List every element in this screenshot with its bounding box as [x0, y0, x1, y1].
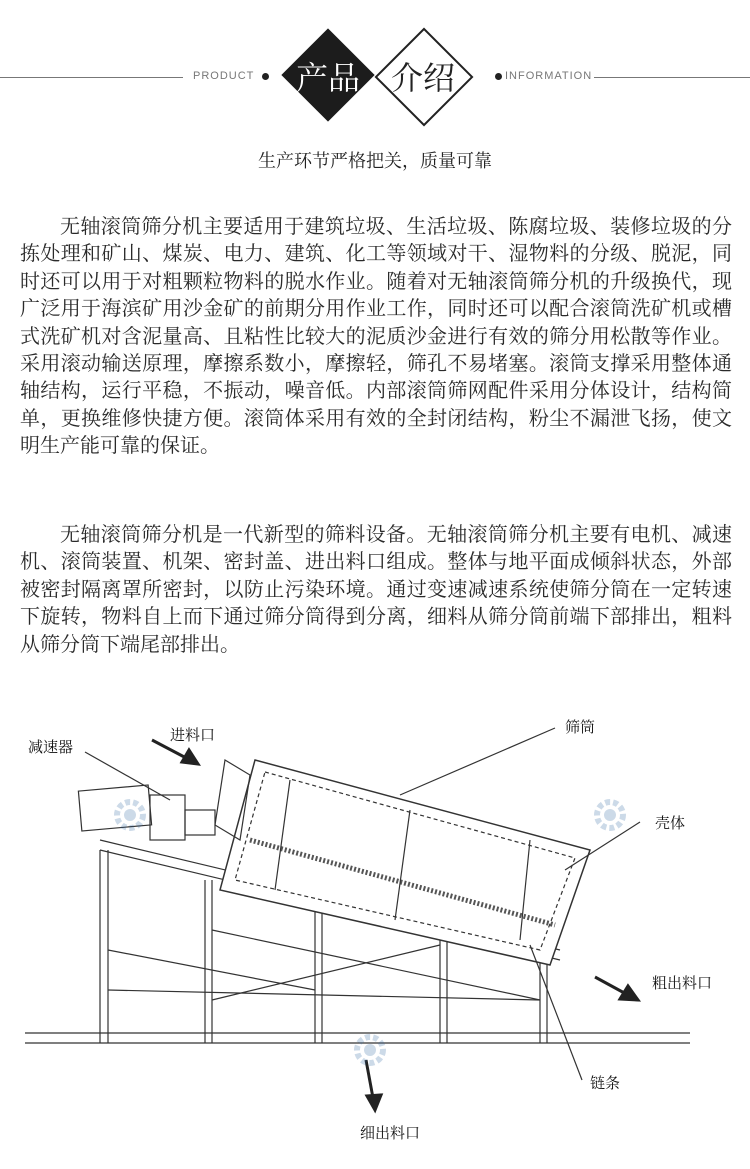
label-reducer: 减速器 [28, 738, 74, 756]
drum-shell [220, 760, 590, 965]
watermark-gear-icon [590, 795, 630, 839]
label-chain: 链条 [590, 1074, 621, 1092]
machine-drawing [0, 700, 750, 1165]
label-coarse-outlet: 粗出料口 [652, 974, 713, 992]
leader-chain [530, 945, 582, 1080]
label-screen-drum: 筛筒 [565, 718, 596, 736]
watermark-gear-icon [350, 1030, 390, 1074]
coarse-arrow-head [620, 986, 638, 1000]
label-shell: 壳体 [655, 814, 686, 832]
fine-arrow-head [367, 1095, 381, 1110]
label-feed-inlet: 进料口 [170, 726, 216, 744]
reducer [150, 795, 185, 840]
header-left-label: PRODUCT [193, 70, 255, 82]
subtitle: 生产环节严格把关，质量可靠 [258, 151, 492, 172]
section-header [0, 0, 750, 150]
title-part1: 产品 [295, 59, 360, 97]
leader-reducer [85, 752, 170, 800]
paragraph-intro: 无轴滚筒筛分机主要适用于建筑垃圾、生活垃圾、陈腐垃圾、装修垃圾的分拣处理和矿山、煤炭、电力、建筑、化工等领域对干、湿物料的分级、脱泥，同时还可以用于对粗颗粒物料的脱水作业。随着对无轴滚筒筛分机的升级换代，现广泛用于海滨矿用沙金矿的前期分用作业工作，同时还可以配合滚筒洗矿机或槽式洗矿机对含泥量高、且粘性比较大的泥质沙金进行有效的筛分用松散等作业。采用滚动输送原理，摩擦系数小，摩擦轻，筛孔不易堵塞。滚筒支撑采用整体通轴结构，运行平稳，不振动，噪音低。内部滚筒筛网配件采用分体设计，结构简单，更换维修快捷方便。滚筒体采用有效的全封闭结构，粉尘不漏泄飞扬，使文明生产能可靠的保证。 [20, 214, 732, 458]
paragraph-structure: 无轴滚筒筛分机是一代新型的筛料设备。无轴滚筒筛分机主要有电机、减速机、滚筒装置、机架、密封盖、进出料口组成。整体与地平面成倾斜状态，外部被密封隔离罩所密封，以防止污染环境。通过变速减速系统使筛分筒在一定转速下旋转，物料自上而下通过筛分筒得到分离，细料从筛分筒前端下部排出，粗料从筛分筒下端尾部排出。 [20, 522, 732, 656]
header-line-right [594, 77, 750, 78]
header-right-label: INFORMATION [505, 70, 593, 82]
machine-diagram [0, 700, 750, 1165]
feed-arrow-head [182, 750, 198, 764]
header-dot-right [495, 73, 502, 80]
leader-drum [400, 728, 555, 795]
title-part2: 介绍 [390, 59, 455, 97]
header-dot-left [262, 73, 269, 80]
watermark-gear-icon [110, 795, 150, 839]
header-line-left [0, 77, 183, 78]
label-fine-outlet: 细出料口 [360, 1124, 421, 1142]
